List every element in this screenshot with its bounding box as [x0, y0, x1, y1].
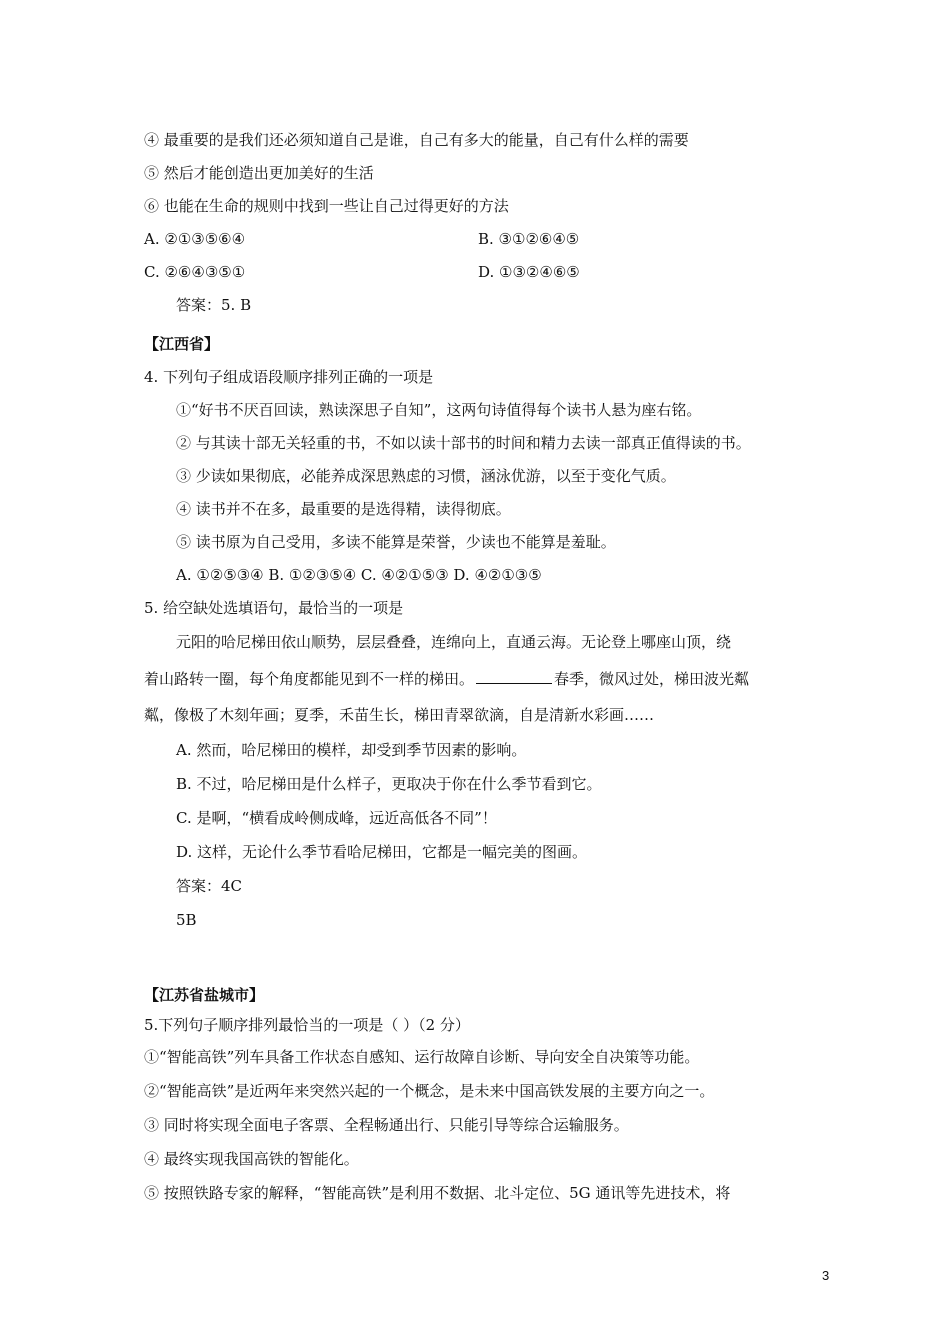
list-item: ⑤ 按照铁路专家的解释，“智能高铁”是利用不数据、北斗定位、5G 通讯等先进技术，将 [144, 1184, 731, 1202]
question-stem: 4. 下列句子组成语段顺序排列正确的一项是 [144, 368, 434, 386]
option-c: C. ②⑥④③⑤① [144, 263, 246, 281]
list-item: ①“好书不厌百回读，熟读深思子自知”，这两句诗值得每个读书人悬为座右铭。 [176, 401, 702, 419]
page-number: 3 [822, 1268, 830, 1283]
option-d: D. 这样，无论什么季节看哈尼梯田，它都是一幅完美的图画。 [176, 843, 588, 861]
question-stem: 5.下列句子顺序排列最恰当的一项是（ ）（2 分） [144, 1016, 470, 1034]
answer: 答案：5. B [176, 296, 252, 314]
option-b: B. 不过，哈尼梯田是什么样子，更取决于你在什么季节看到它。 [176, 775, 602, 793]
list-item: ⑤ 然后才能创造出更加美好的生活 [144, 164, 374, 182]
paragraph-line: 元阳的哈尼梯田依山顺势，层层叠叠，连绵向上，直通云海。无论登上哪座山顶，绕 [176, 633, 732, 651]
list-item: ⑤ 读书原为自己受用，多读不能算是荣誉，少读也不能算是羞耻。 [176, 533, 616, 551]
answer: 5B [176, 911, 197, 929]
list-item: ④ 最重要的是我们还必须知道自己是谁，自己有多大的能量，自己有什么样的需要 [144, 131, 689, 149]
list-item: ③ 少读如果彻底，必能养成深思熟虑的习惯，涵泳优游，以至于变化气质。 [176, 467, 676, 485]
section-header-yancheng: 【江苏省盐城市】 [144, 986, 265, 1004]
list-item: ④ 最终实现我国高铁的智能化。 [144, 1150, 359, 1168]
paragraph-text: 春季，微风过处，梯田波光粼 [554, 670, 750, 688]
list-item: ④ 读书并不在多，最重要的是选得精，读得彻底。 [176, 500, 511, 518]
option-c: C. 是啊，“横看成岭侧成峰，远近高低各不同”！ [176, 809, 497, 827]
paragraph-text: 着山路转一圈，每个角度都能见到不一样的梯田。 [144, 670, 475, 688]
question-stem: 5. 给空缺处选填语句，最恰当的一项是 [144, 599, 404, 617]
list-item: ② 与其读十部无关轻重的书，不如以读十部书的时间和精力去读一部真正值得读的书。 [176, 434, 751, 452]
option-a: A. 然而，哈尼梯田的模样，却受到季节因素的影响。 [176, 741, 527, 759]
list-item: ⑥ 也能在生命的规则中找到一些让自己过得更好的方法 [144, 197, 509, 215]
paragraph-line [144, 669, 749, 689]
option-d: D. ①③②④⑥⑤ [478, 263, 580, 281]
option-b: B. ③①②⑥④⑤ [478, 230, 580, 248]
list-item: ①“智能高铁”列车具备工作状态自感知、运行故障自诊断、导向安全自决策等功能。 [144, 1048, 700, 1066]
option-a: A. ②①③⑤⑥④ [144, 230, 246, 248]
section-header-jiangxi: 【江西省】 [144, 335, 220, 353]
options-row: A. ①②⑤③④ B. ①②③⑤④ C. ④②①⑤③ D. ④②①③⑤ [176, 566, 542, 584]
list-item: ②“智能高铁”是近两年来突然兴起的一个概念，是未来中国高铁发展的主要方向之一。 [144, 1082, 715, 1100]
list-item: ③ 同时将实现全面电子客票、全程畅通出行、只能引导等综合运输服务。 [144, 1116, 629, 1134]
paragraph-line: 粼，像极了木刻年画；夏季，禾苗生长，梯田青翠欲滴，自是清新水彩画…… [144, 706, 655, 724]
answer: 答案：4C [176, 877, 243, 895]
fill-blank [476, 669, 552, 684]
